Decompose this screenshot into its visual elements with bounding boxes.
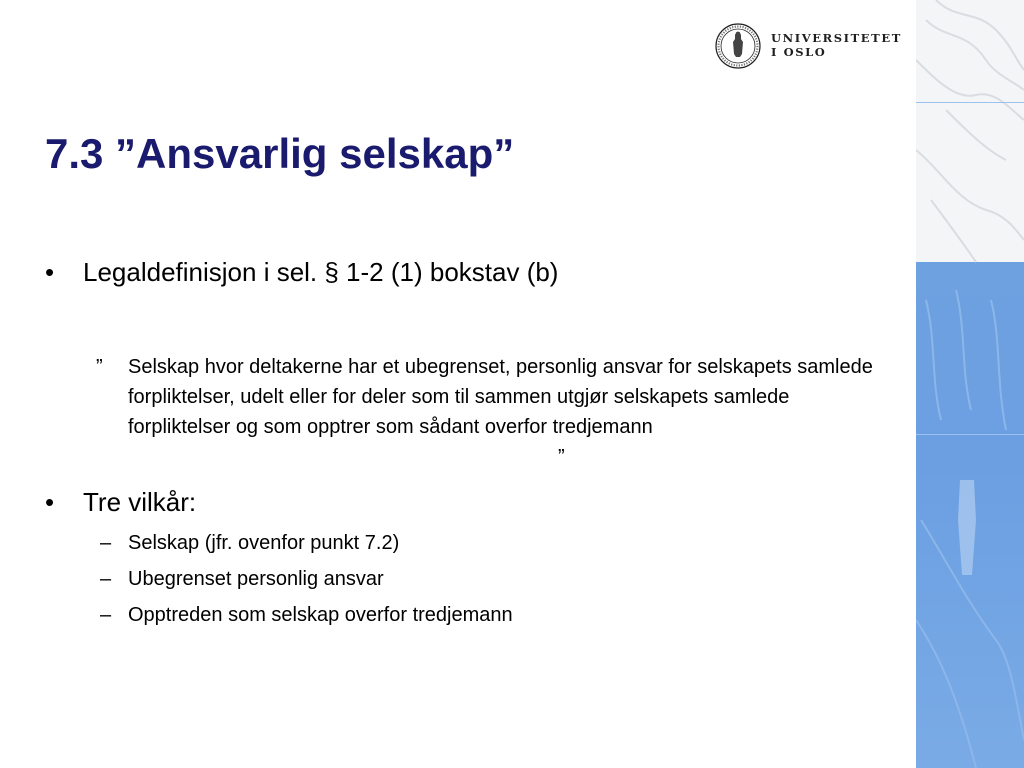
sub-marker: – bbox=[100, 604, 112, 626]
quote-open-mark: ” bbox=[96, 356, 103, 378]
bullet-marker: • bbox=[45, 257, 55, 287]
decorative-side-band bbox=[916, 0, 1024, 768]
sub-item-text: Opptreden som selskap overfor tredjemann bbox=[128, 604, 513, 626]
university-logo bbox=[714, 22, 904, 70]
slide-title: 7.3 ”Ansvarlig selskap” bbox=[45, 130, 515, 177]
quote-close-mark: ” bbox=[558, 446, 565, 468]
sub-item-text: Ubegrenset personlig ansvar bbox=[128, 568, 384, 590]
university-seal-icon bbox=[714, 22, 762, 70]
sub-item-text: Selskap (jfr. ovenfor punkt 7.2) bbox=[128, 532, 400, 554]
band-divider-1 bbox=[916, 102, 1024, 103]
band-divider-2 bbox=[916, 434, 1024, 435]
quote-text: Selskap hvor deltakerne har et ubegrenset, personlig ansvar for selskapets samlede forpliktelser, udelt eller for deler som til sammen utgjør selskapets samlede forpliktelser og som opptrer som sådant overfor tredjemann bbox=[128, 356, 873, 438]
sub-marker: – bbox=[100, 532, 112, 554]
logo-line-1: UNIVERSITETET bbox=[771, 31, 902, 45]
bullet-text: Tre vilkår: bbox=[83, 487, 197, 517]
bullet-text: Legaldefinisjon i sel. § 1-2 (1) bokstav (b) bbox=[83, 257, 559, 287]
statue-illustration bbox=[916, 0, 1024, 768]
logo-wordmark bbox=[771, 31, 902, 59]
sub-marker: – bbox=[100, 568, 112, 590]
logo-line-2: I OSLO bbox=[771, 45, 827, 59]
bullet-marker: • bbox=[45, 487, 55, 517]
